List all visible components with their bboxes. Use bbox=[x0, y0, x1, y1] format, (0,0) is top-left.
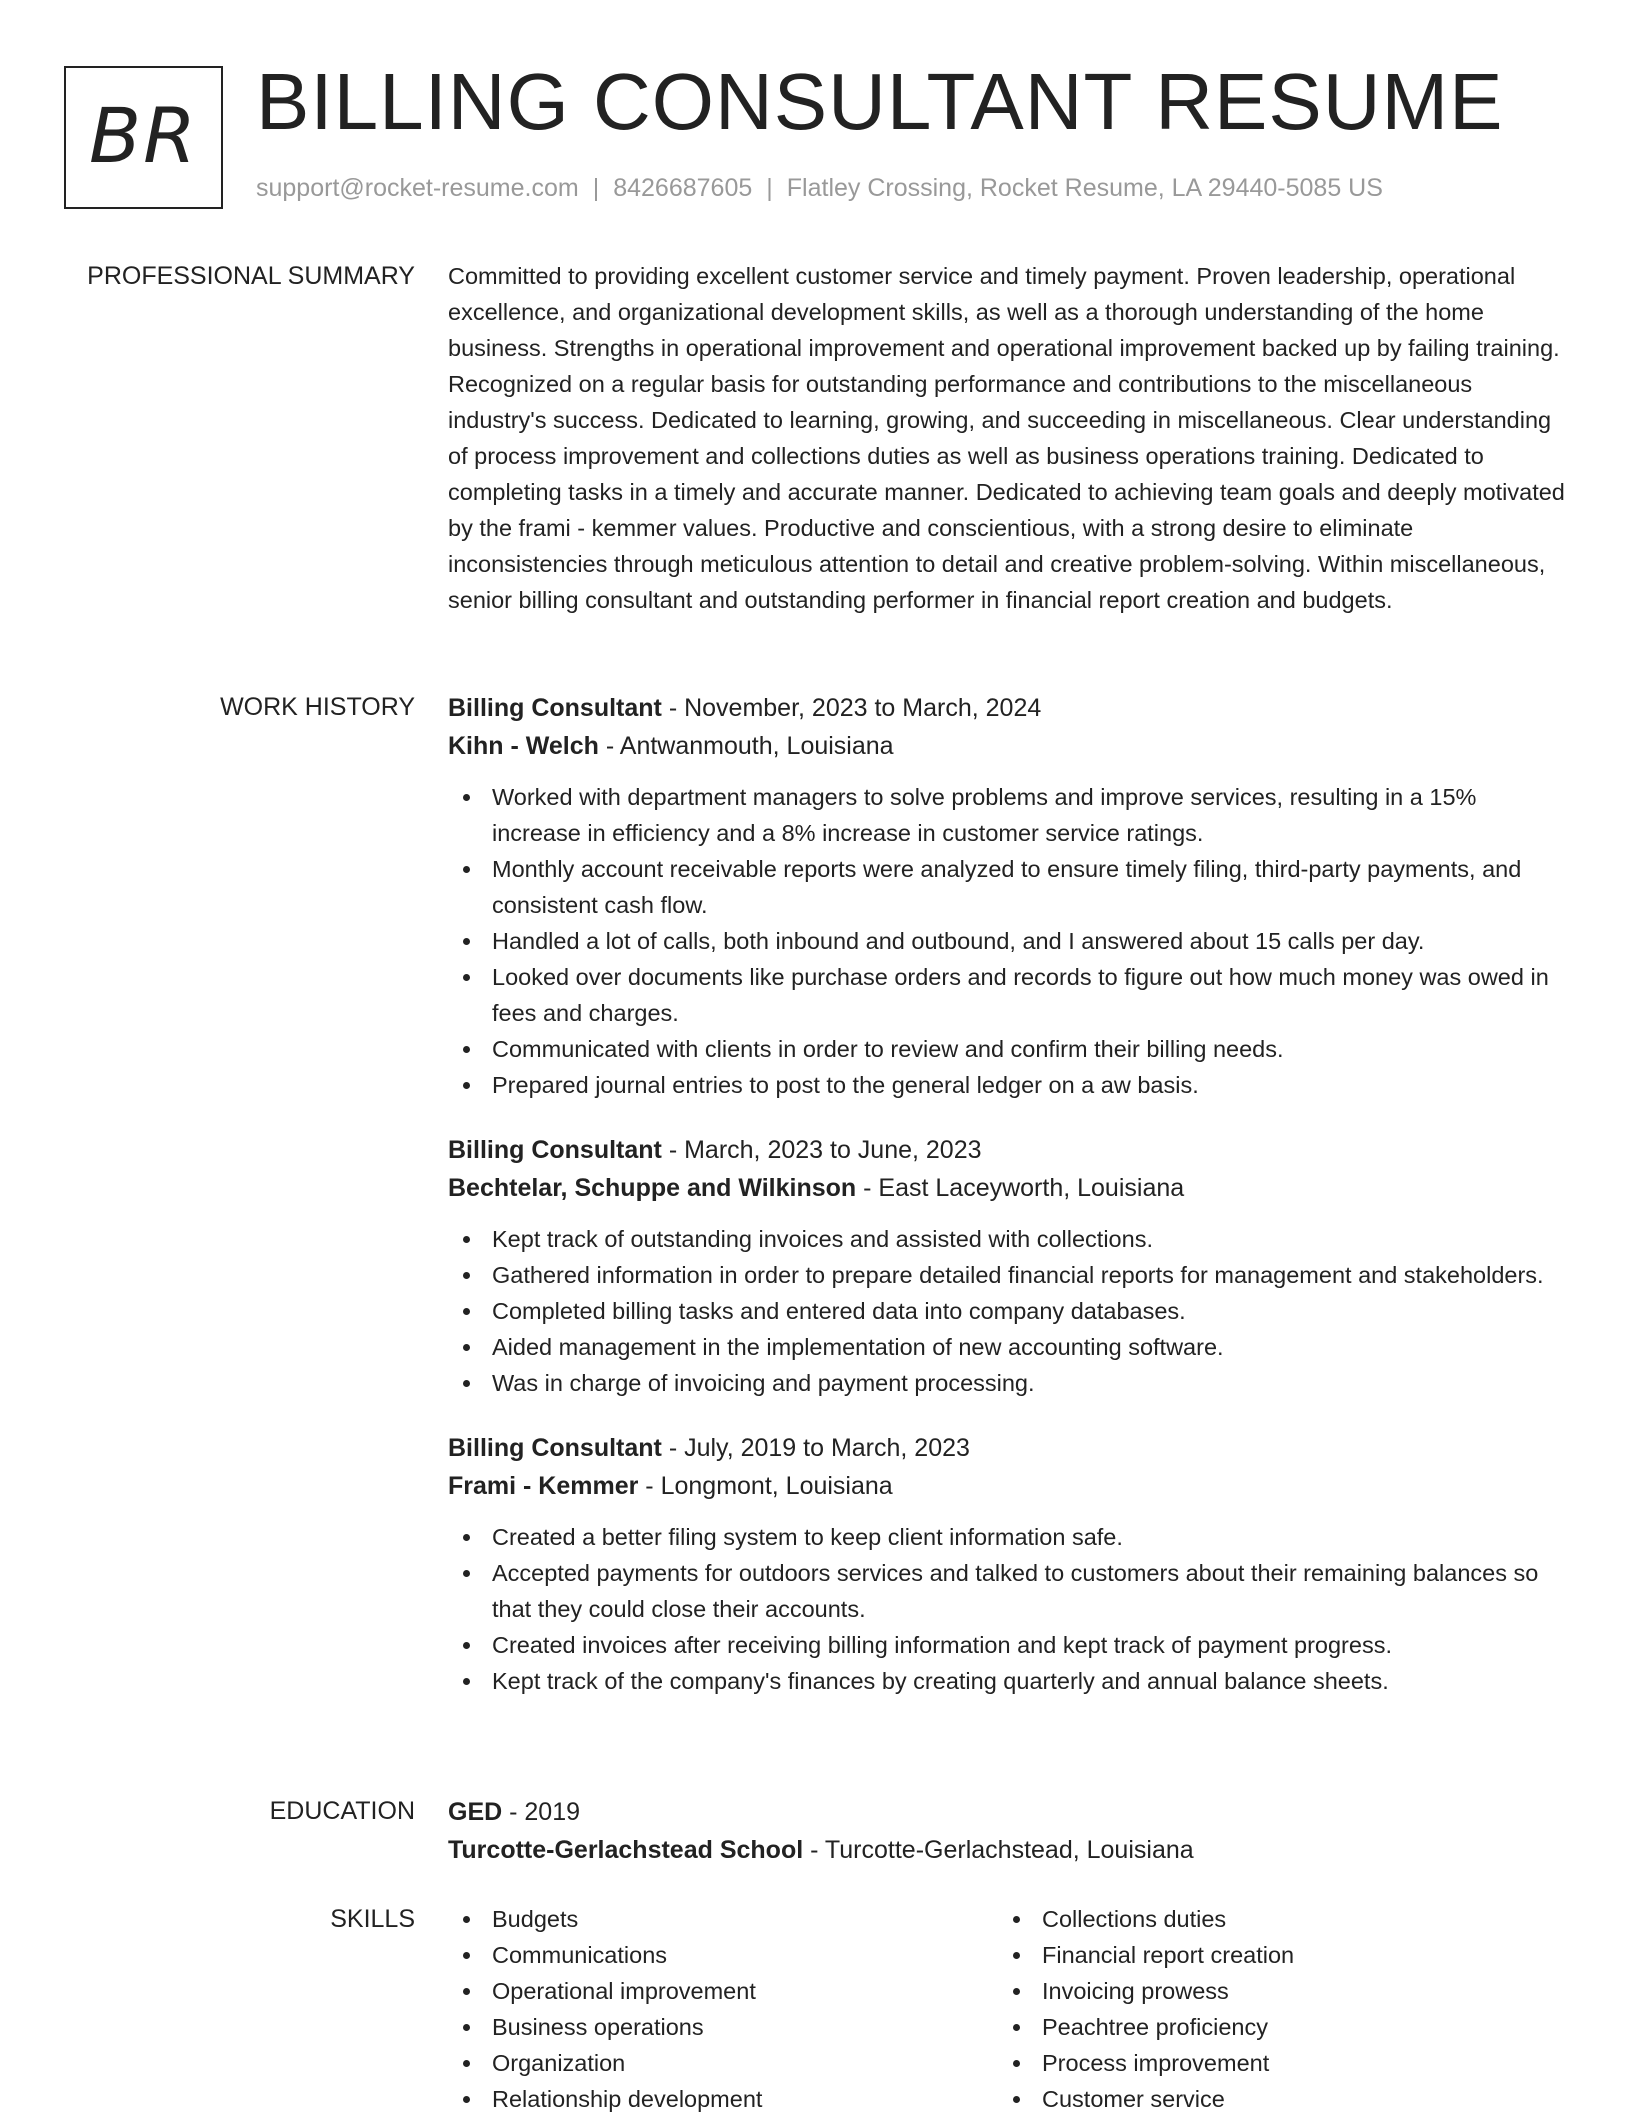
monogram-initials: BR bbox=[89, 91, 198, 180]
education-degree-line bbox=[448, 1793, 1570, 1831]
job-dates: - July, 2019 to March, 2023 bbox=[661, 1434, 970, 1462]
job-bullets bbox=[448, 1221, 1570, 1401]
job-entry bbox=[448, 1429, 1570, 1699]
education-school-line bbox=[448, 1831, 1570, 1869]
job-dates: - March, 2023 to June, 2023 bbox=[661, 1136, 982, 1164]
skill-item: Process improvement bbox=[998, 2045, 1548, 2081]
contact-line bbox=[256, 174, 1383, 203]
job-company-line bbox=[448, 1169, 1570, 1207]
bullet-item: Accepted payments for outdoors services and talked to customers about their remaining balances so that they could close their accounts. bbox=[448, 1555, 1570, 1627]
job-location: - East Laceyworth, Louisiana bbox=[856, 1174, 1185, 1202]
education-school: Turcotte-Gerlachstead School bbox=[448, 1836, 804, 1864]
skills-columns bbox=[448, 1901, 1570, 2112]
bullet-item: Communicated with clients in order to review and confirm their billing needs. bbox=[448, 1031, 1570, 1067]
bullet-item: Handled a lot of calls, both inbound and outbound, and I answered about 15 calls per day. bbox=[448, 923, 1570, 959]
job-bullets bbox=[448, 1519, 1570, 1699]
skill-item: Communications bbox=[448, 1937, 998, 1973]
job-company: Bechtelar, Schuppe and Wilkinson bbox=[448, 1174, 857, 1202]
job-company-line bbox=[448, 1467, 1570, 1505]
section-label-summary: PROFESSIONAL SUMMARY bbox=[87, 262, 415, 290]
bullet-item: Monthly account receivable reports were analyzed to ensure timely filing, third-party payments, and consistent cash flow. bbox=[448, 851, 1570, 923]
contact-separator: | bbox=[592, 174, 600, 202]
bullet-item: Looked over documents like purchase orders and records to figure out how much money was owed in fees and charges. bbox=[448, 959, 1570, 1031]
monogram-box bbox=[64, 66, 223, 209]
section-label-education: EDUCATION bbox=[269, 1797, 415, 1825]
skill-item: Relationship development bbox=[448, 2081, 998, 2112]
skill-item: Organization bbox=[448, 2045, 998, 2081]
job-location: - Antwanmouth, Louisiana bbox=[598, 732, 894, 760]
bullet-item: Gathered information in order to prepare detailed financial reports for management and stakeholders. bbox=[448, 1257, 1570, 1293]
bullet-item: Kept track of outstanding invoices and assisted with collections. bbox=[448, 1221, 1570, 1257]
summary-text: Committed to providing excellent customer service and timely payment. Proven leadership, operational excellence, and organizational development skills, as well as a thorough understanding of the home business. Strengths in operational improvement and operational improvement backed up by failing training. Recognized on a regular basis for outstanding performance and contributions to the miscellaneous industry's success. Dedicated to learning, growing, and succeeding in miscellaneous. Clear understanding of process improvement and collections duties as well as business operations training. Dedicated to completing tasks in a timely and accurate manner. Dedicated to achieving team goals and deeply motivated by the frami - kemmer values. Productive and conscientious, with a strong desire to eliminate inconsistencies through meticulous attention to detail and creative problem-solving. Within miscellaneous, senior billing consultant and outstanding performer in financial report creation and budgets. bbox=[448, 263, 1565, 613]
job-title-line bbox=[448, 689, 1570, 727]
contact-separator: | bbox=[766, 174, 773, 202]
skills-list-left bbox=[448, 1901, 998, 2112]
section-label-work-history: WORK HISTORY bbox=[220, 693, 415, 721]
bullet-item: Worked with department managers to solve problems and improve services, resulting in a 15% increase in efficiency and a 8% increase in customer service ratings. bbox=[448, 779, 1570, 851]
bullet-item: Completed billing tasks and entered data into company databases. bbox=[448, 1293, 1570, 1329]
job-company: Kihn - Welch bbox=[448, 732, 599, 760]
job-title-line bbox=[448, 1131, 1570, 1169]
skill-item: Collections duties bbox=[998, 1901, 1548, 1937]
skill-item: Customer service bbox=[998, 2081, 1548, 2112]
job-title: Billing Consultant bbox=[448, 1434, 662, 1462]
education-location: - Turcotte-Gerlachstead, Louisiana bbox=[803, 1836, 1194, 1864]
education-degree: GED bbox=[448, 1798, 503, 1826]
contact-email[interactable]: support@rocket-resume.com bbox=[256, 174, 579, 202]
bullet-item: Created invoices after receiving billing information and kept track of payment progress. bbox=[448, 1627, 1570, 1663]
job-entry bbox=[448, 1131, 1570, 1401]
bullet-item: Kept track of the company's finances by creating quarterly and annual balance sheets. bbox=[448, 1663, 1570, 1699]
bullet-item: Aided management in the implementation of new accounting software. bbox=[448, 1329, 1570, 1365]
job-company: Frami - Kemmer bbox=[448, 1472, 639, 1500]
skill-item: Financial report creation bbox=[998, 1937, 1548, 1973]
skill-item: Business operations bbox=[448, 2009, 998, 2045]
education-year: - 2019 bbox=[502, 1798, 581, 1826]
job-location: - Longmont, Louisiana bbox=[638, 1472, 893, 1500]
bullet-item: Was in charge of invoicing and payment processing. bbox=[448, 1365, 1570, 1401]
contact-phone[interactable]: 8426687605 bbox=[613, 174, 753, 202]
job-dates: - November, 2023 to March, 2024 bbox=[661, 694, 1042, 722]
skill-item: Peachtree proficiency bbox=[998, 2009, 1548, 2045]
bullet-item: Created a better filing system to keep client information safe. bbox=[448, 1519, 1570, 1555]
job-title-line bbox=[448, 1429, 1570, 1467]
job-bullets bbox=[448, 779, 1570, 1103]
job-title: Billing Consultant bbox=[448, 1136, 662, 1164]
job-entry bbox=[448, 689, 1570, 1103]
section-label-skills: SKILLS bbox=[330, 1905, 415, 1933]
skill-item: Budgets bbox=[448, 1901, 998, 1937]
skills-list-right bbox=[998, 1901, 1548, 2112]
job-company-line bbox=[448, 727, 1570, 765]
contact-address: Flatley Crossing, Rocket Resume, LA 29440-5085 US bbox=[786, 174, 1383, 202]
job-title: Billing Consultant bbox=[448, 694, 662, 722]
skill-item: Invoicing prowess bbox=[998, 1973, 1548, 2009]
bullet-item: Prepared journal entries to post to the general ledger on a aw basis. bbox=[448, 1067, 1570, 1103]
skill-item: Operational improvement bbox=[448, 1973, 998, 2009]
page-title: BILLING CONSULTANT RESUME bbox=[256, 57, 1504, 146]
